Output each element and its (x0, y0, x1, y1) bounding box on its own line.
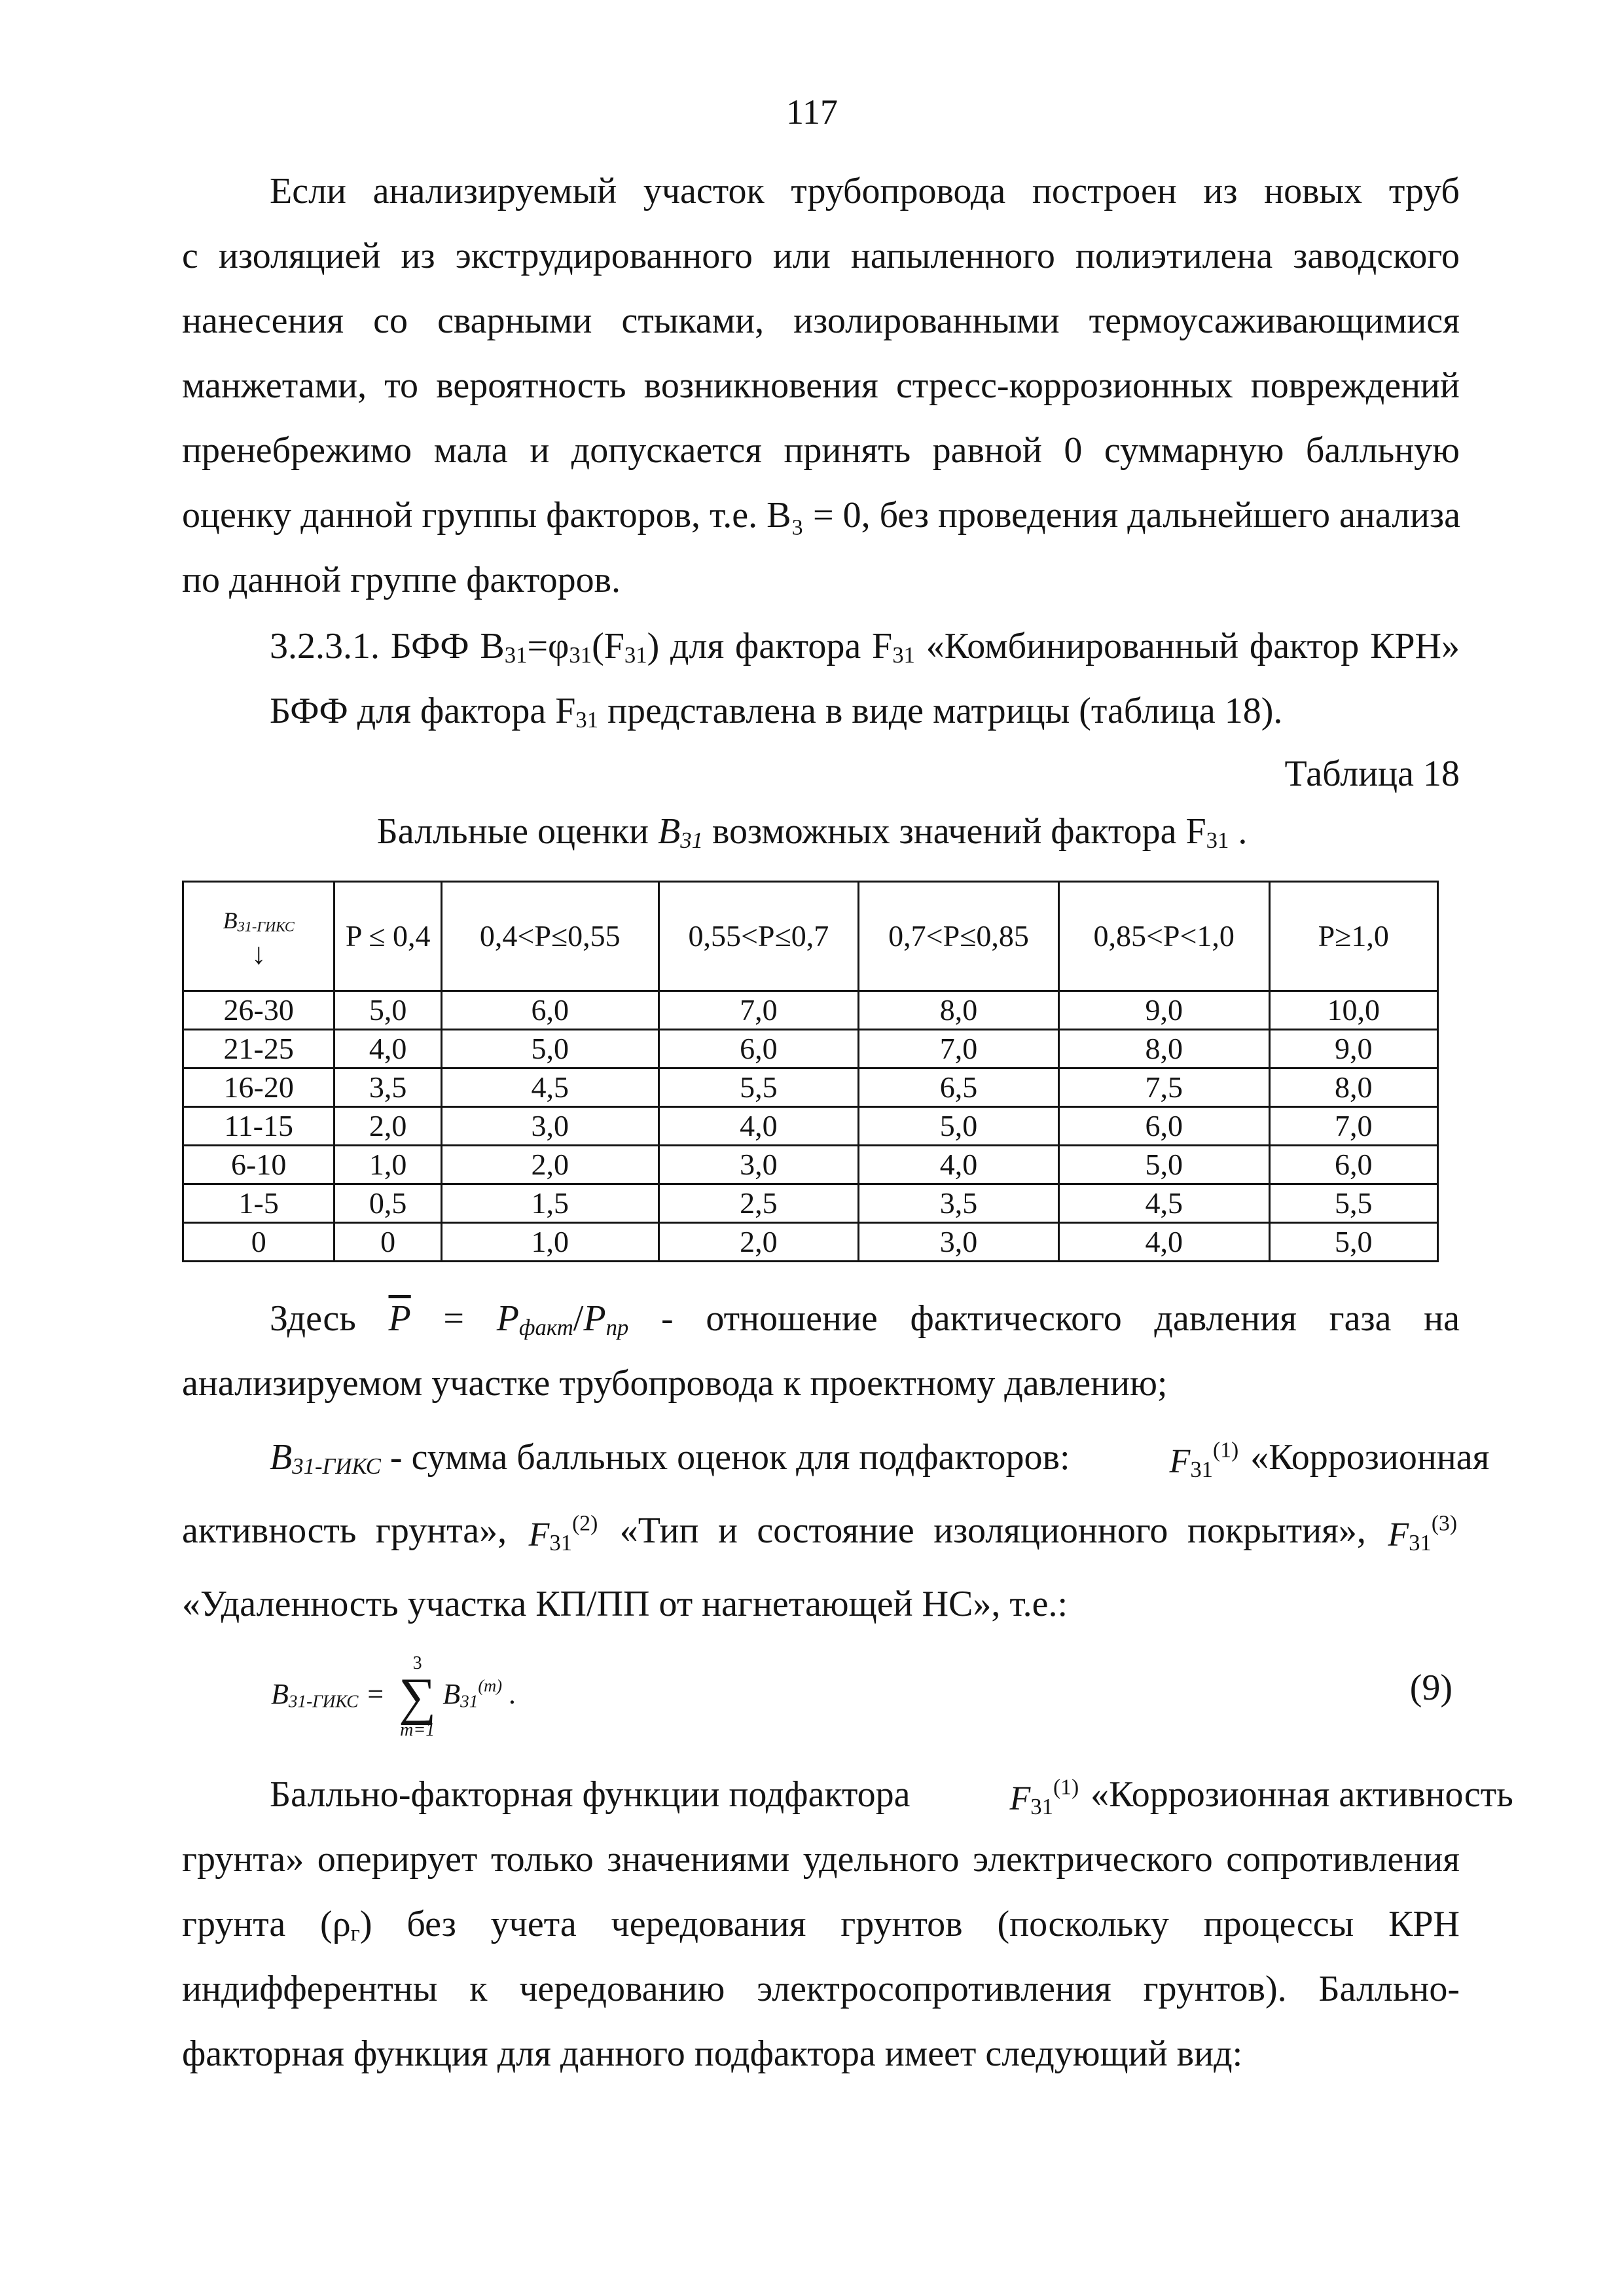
table-cell: 1,0 (441, 1223, 659, 1262)
explanation-pressure (182, 1286, 1460, 1416)
table-cell: 7,0 (859, 1030, 1059, 1068)
explanation-pressure-line-2: анализируемом участке трубопровода к проектному давлению; (182, 1363, 1168, 1404)
paragraph-1-line-7: по данной группе факторов. (182, 560, 621, 600)
explanation-sum (182, 1421, 1490, 1641)
equation-number: (9) (1409, 1667, 1453, 1708)
table-row (183, 991, 1438, 1030)
table-cell: 5,0 (334, 991, 442, 1030)
table-row (183, 1107, 1438, 1146)
table-cell: 2,5 (659, 1184, 859, 1223)
table-cell: 3,0 (859, 1223, 1059, 1262)
header-corner: $B_{31-ГИКС}$ ↓ (183, 882, 334, 991)
table-cell: 7,5 (1058, 1068, 1269, 1107)
table-cell: 16-20 (183, 1068, 334, 1107)
table-cell: 4,5 (441, 1068, 659, 1107)
table-cell: 11-15 (183, 1107, 334, 1146)
table-cell: 6,5 (859, 1068, 1059, 1107)
section-line-2: БФФ для фактора $F_{31}$ представлена в виде матрицы (таблица 18). (270, 691, 1283, 733)
table-cell: 5,0 (1269, 1223, 1438, 1262)
score-table (182, 881, 1439, 1262)
page-number: 117 (786, 92, 838, 132)
table-row (183, 1146, 1438, 1184)
table-cell: 9,0 (1058, 991, 1269, 1030)
table-cell: 5,5 (1269, 1184, 1438, 1223)
table-caption: Балльные оценки $B_{31}$ возможных значений фактора $F_{31}$ . (376, 811, 1248, 853)
table-cell: 1,5 (441, 1184, 659, 1223)
table-cell: 10,0 (1269, 991, 1438, 1030)
table-cell: 5,5 (659, 1068, 859, 1107)
table-cell: 8,0 (859, 991, 1059, 1030)
table-cell: 4,0 (859, 1146, 1059, 1184)
paragraph-1-line-6: оценку данной группы факторов, т.е. В₃ = 0, без проведения дальнейшего анализа (182, 495, 1460, 536)
table-cell: 26-30 (183, 991, 334, 1030)
paragraph-3-line-5: факторная функция для данного подфактора имеет следующий вид: (182, 2033, 1243, 2074)
table-cell: 3,0 (659, 1146, 859, 1184)
table-cell: 4,0 (1058, 1223, 1269, 1262)
header-col-1: P ≤ 0,4 (334, 882, 442, 991)
table-row (183, 1030, 1438, 1068)
table-cell: 3,5 (859, 1184, 1059, 1223)
table-cell: 0,5 (334, 1184, 442, 1223)
paragraph-3 (182, 1762, 1513, 2086)
table-cell: 2,0 (334, 1107, 442, 1146)
table-cell: 6,0 (1269, 1146, 1438, 1184)
table-cell: 9,0 (1269, 1030, 1438, 1068)
paragraph-1-line-1: Если анализируемый участок трубопровода построен из новых труб (270, 171, 1460, 211)
paragraph-1-line-2: с изоляцией из экструдированного или напыленного полиэтилена заводского (182, 236, 1460, 276)
paragraph-3-line-1: Балльно-факторная функции подфактора $F_{31}^{(1)}$ «Коррозионная активность (270, 1774, 1513, 1820)
table-cell: 7,0 (1269, 1107, 1438, 1146)
table-cell: 7,0 (659, 991, 859, 1030)
paragraph-3-line-3: грунта $(\rho_г)$ без учета чередования грунтов (поскольку процессы КРН (182, 1904, 1460, 1946)
table-cell: 0 (183, 1223, 334, 1262)
table-cell: 5,0 (1058, 1146, 1269, 1184)
paragraph-1-line-4: манжетами, то вероятность возникновения стресс-коррозионных повреждений (182, 365, 1460, 406)
table-cell: 21-25 (183, 1030, 334, 1068)
table-cell: 5,0 (859, 1107, 1059, 1146)
header-col-5: 0,85<P<1,0 (1058, 882, 1269, 991)
table-cell: 8,0 (1058, 1030, 1269, 1068)
header-col-6: P≥1,0 (1269, 882, 1438, 991)
explanation-sum-line-3: «Удаленность участка КП/ПП от нагнетающей НС», т.е.: (182, 1584, 1068, 1624)
table-header-row (183, 882, 1438, 991)
table-cell: 4,0 (334, 1030, 442, 1068)
paragraph-1-line-3: нанесения со сварными стыками, изолированными термоусаживающимися (182, 301, 1460, 341)
table-cell: 3,5 (334, 1068, 442, 1107)
table-cell: 8,0 (1269, 1068, 1438, 1107)
table-cell: 5,0 (441, 1030, 659, 1068)
explanation-sum-line-1: $B_{31-ГИКС}$ - сумма балльных оценок для подфакторов: $F_{31}^{(1)}$ «Коррозионная (270, 1437, 1490, 1483)
paragraph-1 (182, 159, 1460, 613)
table-cell: 3,0 (441, 1107, 659, 1146)
table-cell: 4,5 (1058, 1184, 1269, 1223)
table-cell: 1,0 (334, 1146, 442, 1184)
paragraph-3-line-4: индифферентны к чередованию электросопротивления грунтов). Балльно- (182, 1969, 1460, 2009)
header-col-3: 0,55<P≤0,7 (659, 882, 859, 991)
section-heading (182, 614, 1460, 744)
table-cell: 4,0 (659, 1107, 859, 1146)
table-cell: 2,0 (659, 1223, 859, 1262)
explanation-pressure-line-1: Здесь $\overline{P} = P_{факт}/P_{пр}$ - отношение фактического давления газа на (270, 1298, 1460, 1340)
table-row (183, 1068, 1438, 1107)
formula-9: $B_{31-ГИКС}$ = 3 ∑ m=1 $B_{31}^{(m)}$ . (271, 1653, 516, 1740)
table-cell: 6-10 (183, 1146, 334, 1184)
table-row (183, 1184, 1438, 1223)
explanation-sum-line-2: активность грунта», $F_{31}^{(2)}$ «Тип и состояние изоляционного покрытия», $F_{31}^{(3)}$ (182, 1510, 1457, 1556)
table-cell: 0 (334, 1223, 442, 1262)
header-col-2: 0,4<P≤0,55 (441, 882, 659, 991)
table-cell: 1-5 (183, 1184, 334, 1223)
section-line-1: 3.2.3.1. БФФ $В_{31}=\varphi_{31}(F_{31})$ для фактора $F_{31}$ «Комбинированный фактор КРН» (270, 626, 1460, 668)
header-col-4: 0,7<P≤0,85 (859, 882, 1059, 991)
table-label: Таблица 18 (1284, 754, 1460, 794)
table-cell: 6,0 (1058, 1107, 1269, 1146)
paragraph-1-line-5: пренебрежимо мала и допускается принять равной 0 суммарную балльную (182, 430, 1460, 471)
table-cell: 6,0 (659, 1030, 859, 1068)
table-cell: 6,0 (441, 991, 659, 1030)
table-row (183, 1223, 1438, 1262)
arrow-down-icon: ↓ (251, 937, 266, 970)
table-cell: 2,0 (441, 1146, 659, 1184)
paragraph-3-line-2: грунта» оперирует только значениями удельного электрического сопротивления (182, 1839, 1460, 1880)
